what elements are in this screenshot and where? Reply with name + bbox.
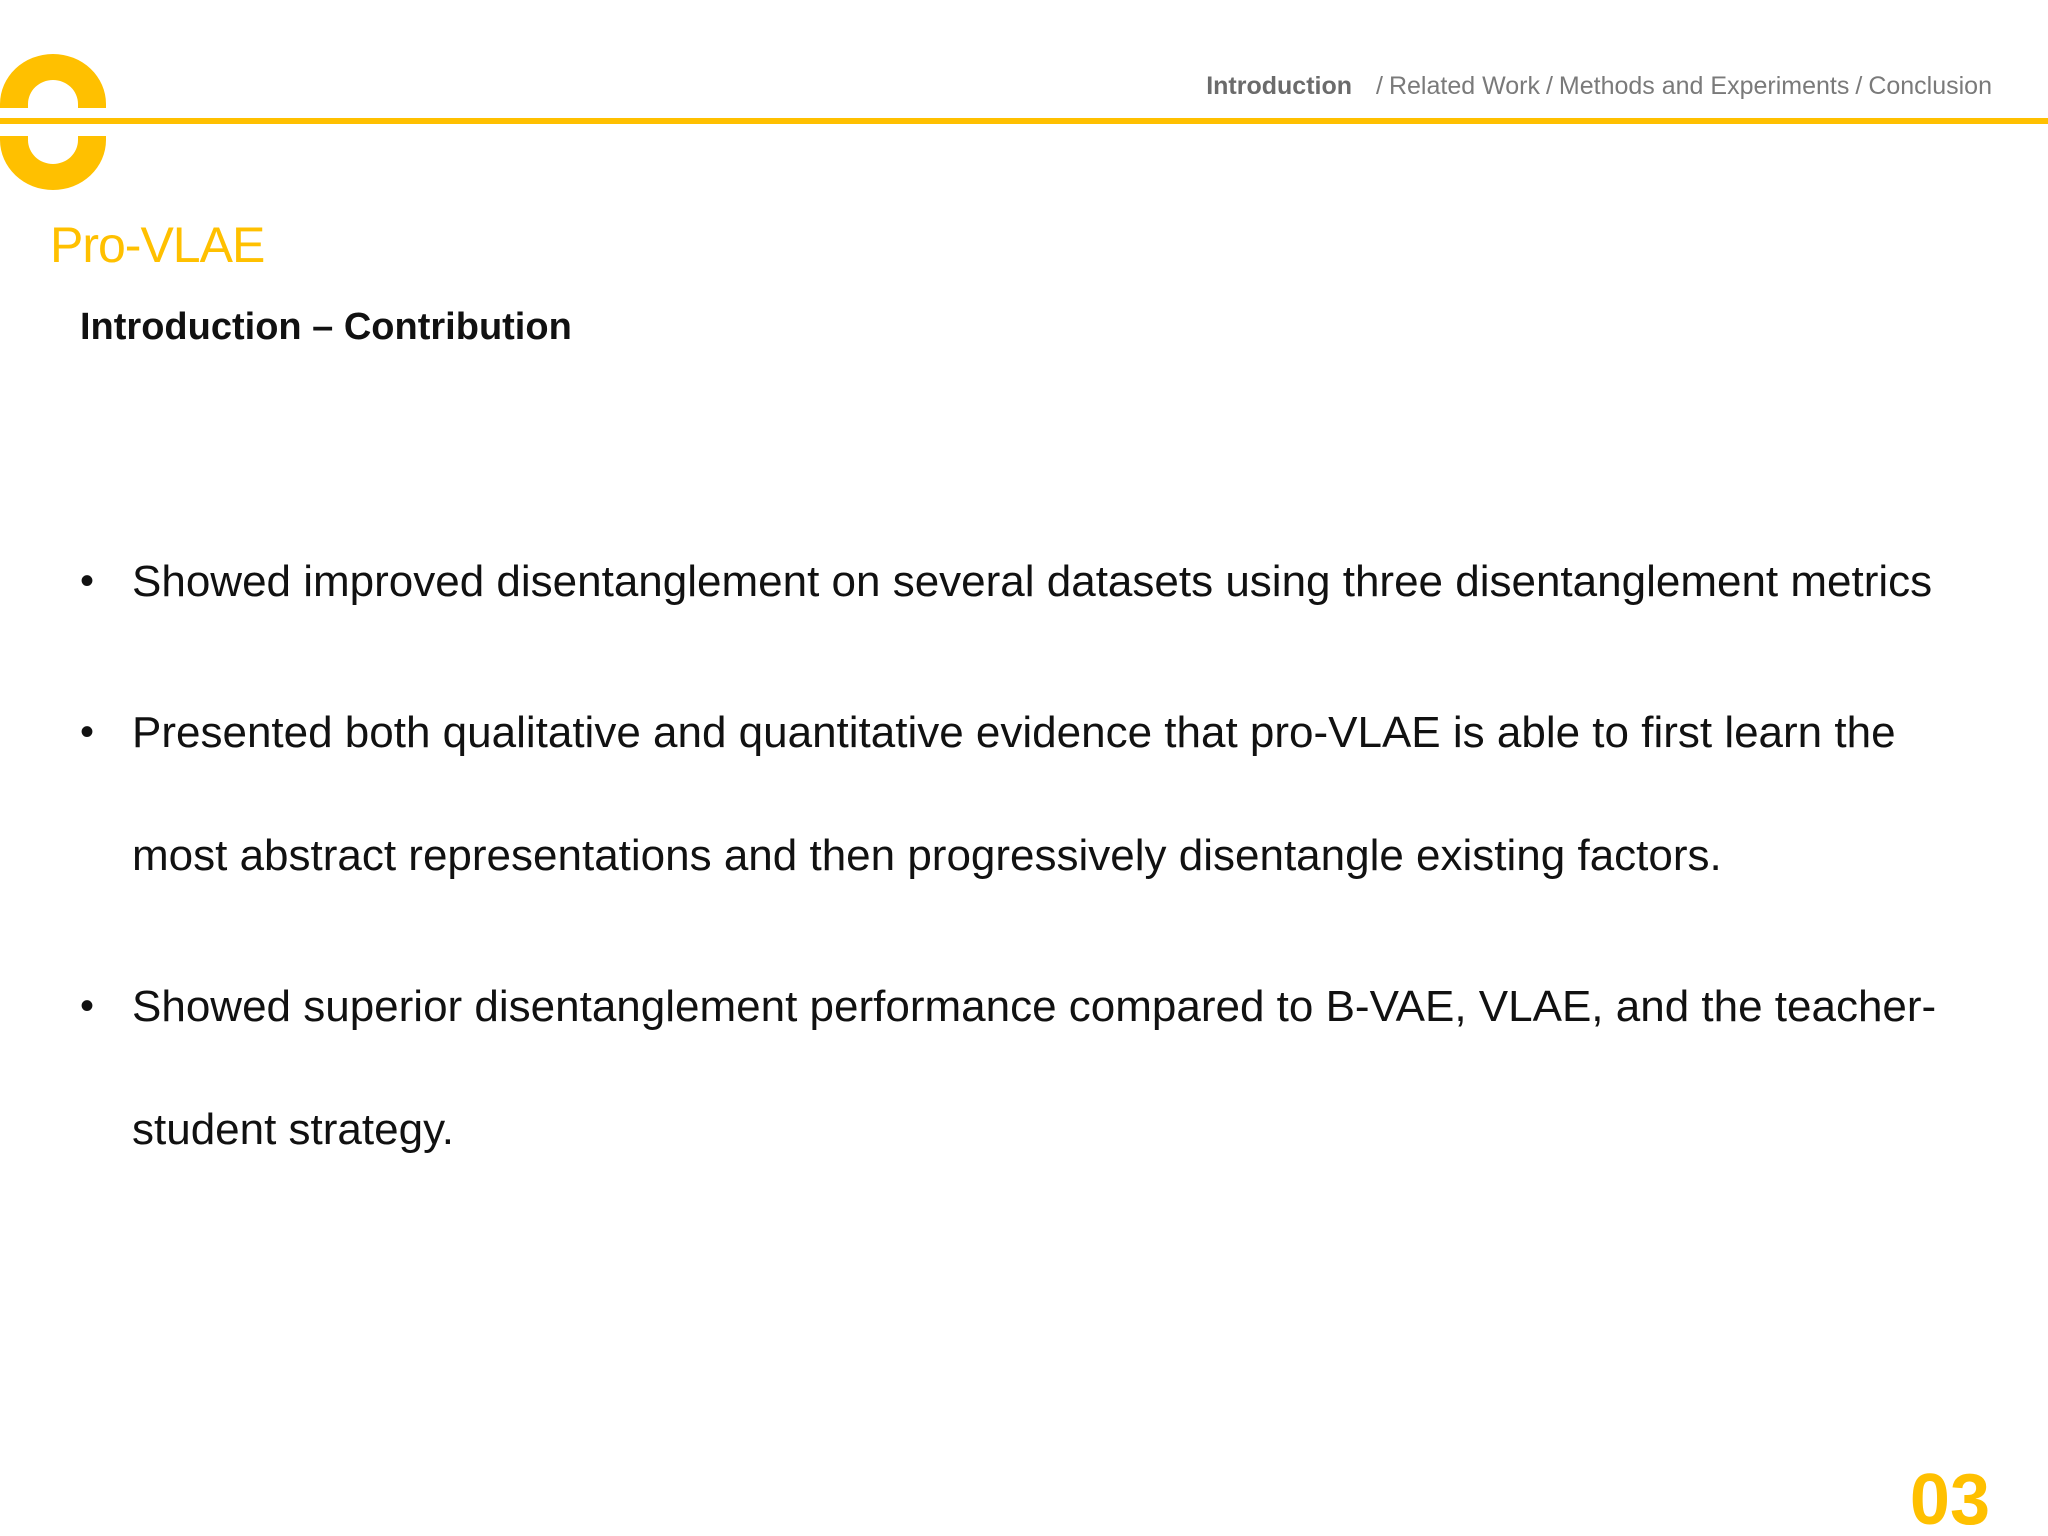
breadcrumb-active-introduction[interactable]: Introduction [1206, 72, 1353, 100]
page-number: 03 [1909, 1460, 1990, 1536]
breadcrumb-related-work[interactable]: Related Work [1388, 72, 1540, 100]
bullet-text: Showed improved disentanglement on several datasets using three disentanglement metrics [132, 557, 1933, 606]
breadcrumb-methods-experiments[interactable]: Methods and Experiments [1558, 72, 1850, 100]
section-breadcrumb [1206, 72, 1992, 101]
header-divider [0, 118, 2048, 124]
bullet-dot-icon: • [80, 984, 95, 1028]
bullet-dot-icon: • [80, 710, 95, 754]
bullet-item [80, 945, 1980, 1191]
bullet-dot-icon: • [80, 559, 95, 603]
slide-title: Pro-VLAE [50, 217, 265, 273]
bullet-item [80, 520, 1980, 643]
bullet-text: Showed superior disentanglement performance compared to B-VAE, VLAE, and the teacher-student strategy. [132, 982, 1937, 1154]
breadcrumb-conclusion[interactable]: Conclusion [1868, 72, 1992, 100]
breadcrumb-separator: / [1545, 72, 1553, 100]
breadcrumb-separator: / [1855, 72, 1863, 100]
bullet-item [80, 671, 1980, 917]
breadcrumb-separator: / [1376, 72, 1383, 100]
bullet-text: Presented both qualitative and quantitative evidence that pro-VLAE is able to first learn the most abstract representations and then progressively disentangle existing factors. [132, 708, 1896, 880]
section-subtitle: Introduction – Contribution [80, 306, 572, 348]
bullet-list [80, 520, 1980, 1219]
